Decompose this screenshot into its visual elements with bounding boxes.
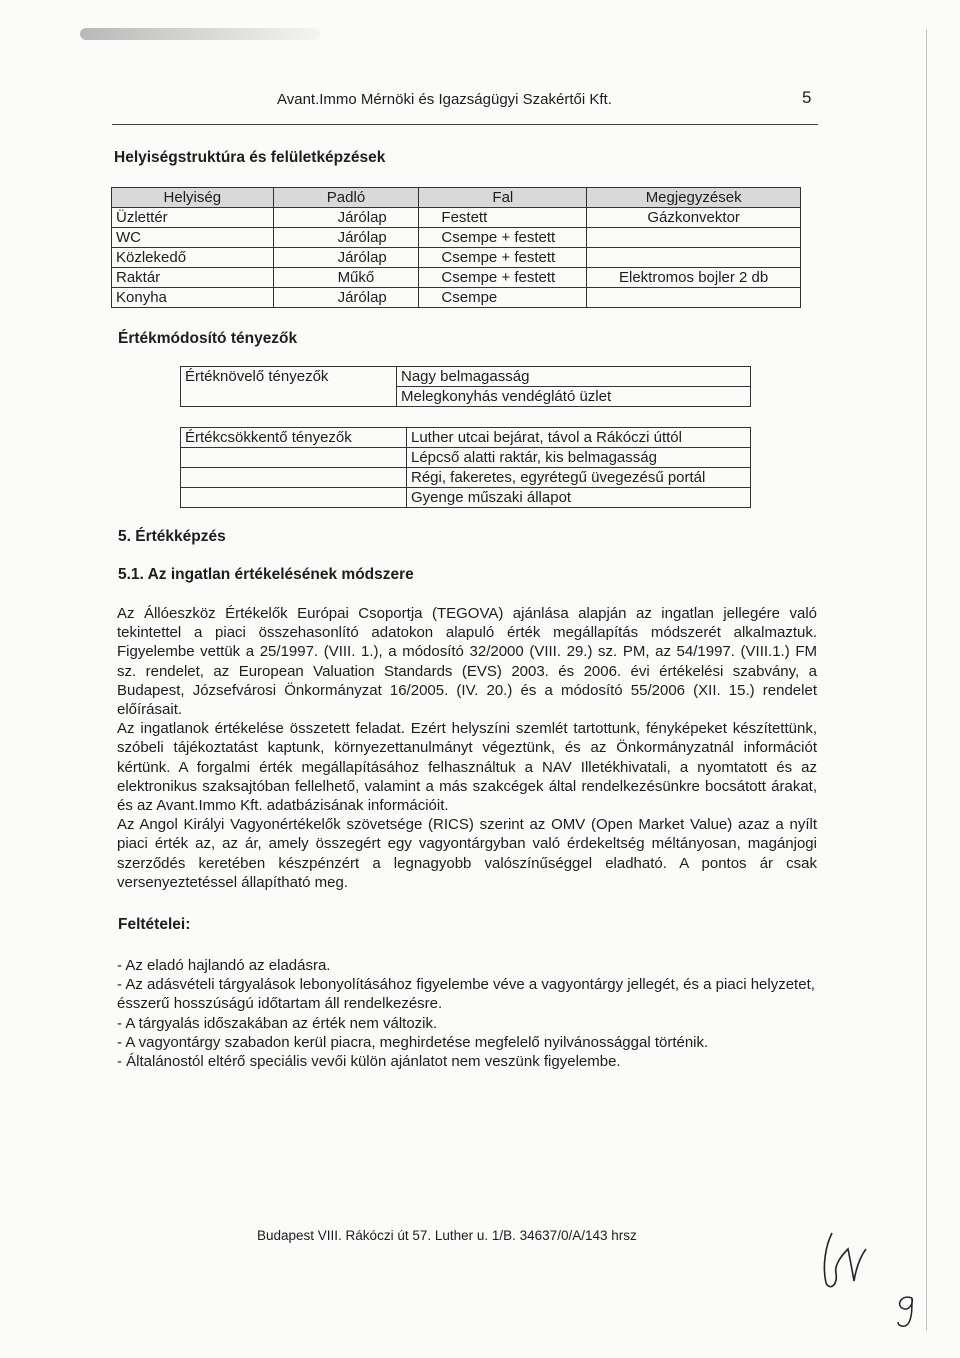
table-row bbox=[112, 288, 801, 308]
valuation-body bbox=[117, 604, 817, 892]
table-row bbox=[181, 367, 751, 387]
decreasing-label: Értékcsökkentő tényezők bbox=[181, 428, 407, 448]
cell-wall: Csempe bbox=[419, 288, 587, 308]
col-header-floor: Padló bbox=[273, 188, 419, 208]
increasing-label-spacer bbox=[181, 387, 397, 407]
cell-wall: Csempe + festett bbox=[419, 248, 587, 268]
cell-wall: Csempe + festett bbox=[419, 268, 587, 288]
cell-room: Üzlettér bbox=[112, 208, 274, 228]
paragraph: Az ingatlanok értékelése összetett feladat. Ezért helyszíni szemlét tartottunk, fényképeket készítettünk, szóbeli tájékoztatást kaptunk, környezettanulmányt végeztünk, és az Önkormányzatnál információt kértünk. A forgalmi érték megállapításához felhasználtuk a NAV Illetékhivatali, a nyomtatott és az elektronikus szaksajtóban fellelhető, valamint a más szakcégek által rendelkezésünkre bocsátott árakat, és az Avant.Immo Kft. adatbázisának információit. bbox=[117, 720, 817, 815]
cell-floor: Járólap bbox=[273, 288, 419, 308]
cell-wall: Csempe + festett bbox=[419, 228, 587, 248]
cell-room: Közlekedő bbox=[112, 248, 274, 268]
decreasing-label-spacer bbox=[181, 468, 407, 488]
decreasing-item: Luther utcai bejárat, távol a Rákóczi úttól bbox=[407, 428, 751, 448]
decreasing-factors-table bbox=[180, 427, 751, 508]
cell-notes bbox=[587, 288, 801, 308]
increasing-item: Melegkonyhás vendéglátó üzlet bbox=[397, 387, 751, 407]
cell-notes: Gázkonvektor bbox=[587, 208, 801, 228]
cell-room: Konyha bbox=[112, 288, 274, 308]
page-number: 5 bbox=[802, 88, 812, 107]
list-item: - Az eladó hajlandó az eladásra. bbox=[117, 957, 331, 974]
page-edge-line bbox=[926, 30, 927, 1330]
footer-address: Budapest VIII. Rákóczi út 57. Luther u. 1/B. 34637/0/A/143 hrsz bbox=[257, 1228, 637, 1243]
table-row bbox=[181, 428, 751, 448]
structure-header-row bbox=[112, 188, 801, 208]
structure-title: Helyiségstruktúra és felületképzések bbox=[114, 149, 386, 166]
cell-floor: Műkő bbox=[273, 268, 419, 288]
cell-floor: Járólap bbox=[273, 228, 419, 248]
sheet-number-stroke bbox=[898, 1297, 912, 1326]
decreasing-label-spacer bbox=[181, 488, 407, 508]
col-header-room: Helyiség bbox=[112, 188, 274, 208]
increasing-item: Nagy belmagasság bbox=[397, 367, 751, 387]
table-row bbox=[112, 268, 801, 288]
list-item: - Az adásvételi tárgyalások lebonyolításához figyelembe véve a vagyontárgy jellegét, és a piaci helyzetet, ésszerű hosszúságú időtartam áll rendelkezésre. bbox=[117, 976, 815, 1013]
decreasing-item: Régi, fakeretes, egyrétegű üvegezésű portál bbox=[407, 468, 751, 488]
table-row bbox=[112, 208, 801, 228]
list-item: - Általánostól eltérő speciális vevői külön ajánlatot nem veszünk figyelembe. bbox=[117, 1053, 621, 1071]
cell-notes bbox=[587, 228, 801, 248]
signature-mark bbox=[812, 1225, 872, 1295]
table-row bbox=[181, 468, 751, 488]
cell-room: WC bbox=[112, 228, 274, 248]
decreasing-item: Gyenge műszaki állapot bbox=[407, 488, 751, 508]
cell-floor: Járólap bbox=[273, 208, 419, 228]
cell-notes: Elektromos bojler 2 db bbox=[587, 268, 801, 288]
conditions-list bbox=[117, 956, 817, 1071]
signature-stroke bbox=[824, 1233, 866, 1287]
cell-wall: Festett bbox=[419, 208, 587, 228]
table-row bbox=[112, 228, 801, 248]
table-row bbox=[112, 248, 801, 268]
header-company: Avant.Immo Mérnöki és Igazságügyi Szakértői Kft. bbox=[277, 91, 612, 108]
decreasing-label-spacer bbox=[181, 448, 407, 468]
valuation-method-title: 5.1. Az ingatlan értékelésének módszere bbox=[118, 566, 414, 583]
list-item: - A tárgyalás időszakában az érték nem változik. bbox=[117, 1014, 438, 1032]
valuation-section-title: 5. Értékképzés bbox=[118, 528, 226, 545]
header-divider bbox=[112, 124, 818, 125]
table-row bbox=[181, 488, 751, 508]
decreasing-item: Lépcső alatti raktár, kis belmagasság bbox=[407, 448, 751, 468]
sheet-number-mark bbox=[892, 1290, 922, 1330]
cell-floor: Járólap bbox=[273, 248, 419, 268]
factors-title: Értékmódosító tényezők bbox=[118, 330, 298, 347]
paragraph: Az Angol Királyi Vagyonértékelők szövetsége (RICS) szerint az OMV (Open Market Value) azaz a nyílt piaci érték az, az ár, amely összegért egy vagyontárgyban való érdekeltség méltányosan, magánjogi szerződés keretében készpénzért a legnagyobb valószínűséggel eladható. A pontos ár csak versenyeztetéssel állapítható meg. bbox=[117, 816, 817, 891]
conditions-title: Feltételei: bbox=[118, 916, 191, 933]
list-item: - A vagyontárgy szabadon kerül piacra, meghirdetése megfelelő nyilvánossággal történik. bbox=[117, 1033, 709, 1051]
increasing-factors-table bbox=[180, 366, 751, 407]
col-header-notes: Megjegyzések bbox=[587, 188, 801, 208]
col-header-wall: Fal bbox=[419, 188, 587, 208]
structure-table bbox=[111, 187, 801, 308]
cell-notes bbox=[587, 248, 801, 268]
table-row bbox=[181, 387, 751, 407]
increasing-label: Értéknövelő tényezők bbox=[181, 367, 397, 387]
paragraph: Az Állóeszköz Értékelők Európai Csoportja (TEGOVA) ajánlása alapján az ingatlan jellegére való tekintettel a piaci összehasonlító adatokon alapuló érték megállapítás módszerét alkalmaztuk. Figyelembe vettük a 25/1997. (VIII. 1.), a módosító 32/2000 (VIII. 29.) sz. PM, az 54/1997. (VIII.1.) FM sz. rendelet, az European Valuation Standards (EVS) 2003. és 2006. évi értékelési szabvány, a Budapest, Józsefvárosi Önkormányzat 16/2005. (IV. 20.) és a módosító 55/2006 (XII. 15.) rendelet előírásait. bbox=[117, 605, 817, 719]
scan-artifact bbox=[80, 28, 320, 40]
table-row bbox=[181, 448, 751, 468]
cell-room: Raktár bbox=[112, 268, 274, 288]
